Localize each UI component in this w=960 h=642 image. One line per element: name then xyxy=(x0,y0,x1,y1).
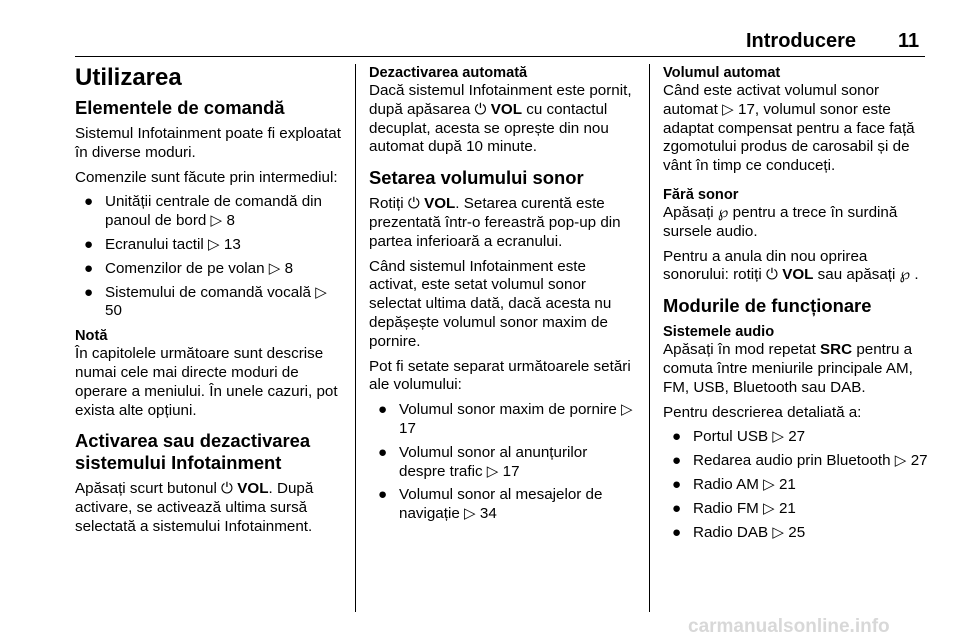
bullet-list xyxy=(663,428,931,542)
paragraph: Pentru descrierea detaliată a: xyxy=(663,403,862,421)
heading-fara-sonor: Fără sonor xyxy=(663,186,739,203)
list-item: ● Portul USB ▷ 27 xyxy=(672,428,806,446)
list-item: ● Volumul sonor al mesajelor de navigație ▷ 34 xyxy=(378,486,603,523)
paragraph: Când sistemul Infotainment este activat, este setat volumul sonor selectat ultima dată, dacă acesta nu depășește volumul sonor maxim de pornire. xyxy=(369,257,612,350)
paragraph: Rotiți ⏻ VOL. Setarea curentă este prezentată într-o fereastră pop-up din partea inferioară a ecranului. xyxy=(369,195,621,250)
list-item: ● Radio AM ▷ 21 xyxy=(672,475,796,493)
header-rule xyxy=(75,56,925,57)
paragraph: Apăsați în mod repetat SRC pentru a comuta între meniurile principale AM, FM, USB, Bluetooth sau DAB. xyxy=(663,341,913,396)
heading-setarea: Setarea volumului sonor xyxy=(369,167,584,189)
paragraph: Apăsați scurt butonul ⏻ VOL. După activare, se activează ultima sursă selectată a sistemului Infotainment. xyxy=(75,480,314,535)
paragraph: Apăsați ℘ pentru a trece în surdină sursele audio. xyxy=(663,203,898,240)
heading-dezactivarea: Dezactivarea automată xyxy=(369,65,528,81)
paragraph: Pot fi setate separat următoarele setări ale volumului: xyxy=(369,357,631,394)
section-title: Introducere xyxy=(746,30,857,52)
list-item: ● Comenzilor de pe volan ▷ 8 xyxy=(84,259,294,277)
column-divider xyxy=(355,64,356,612)
heading-activarea: Activarea sau dezactivarea sistemului Infotainment xyxy=(75,430,311,474)
list-item: ● Radio DAB ▷ 25 xyxy=(672,523,806,541)
paragraph: Sistemul Infotainment poate fi exploatat în diverse moduri. xyxy=(75,125,341,161)
column-divider xyxy=(649,64,650,612)
list-item: ● Radio FM ▷ 21 xyxy=(672,499,796,517)
watermark: carmanualsonline.info xyxy=(688,616,890,637)
bullet-list xyxy=(369,401,637,524)
heading-sistemele-audio: Sistemele audio xyxy=(663,324,775,341)
page-header xyxy=(0,0,960,58)
heading-modurile: Modurile de funcționare xyxy=(663,295,872,317)
list-item: ● Unității centrale de comandă din panoul de bord ▷ 8 xyxy=(84,193,322,230)
list-item: ● Volumul sonor al anunțurilor despre trafic ▷ 17 xyxy=(378,443,588,480)
column-2 xyxy=(369,64,637,530)
paragraph: Pentru a anula din nou oprirea sonorului: rotiți ⏻ VOL sau apăsați ℘ . xyxy=(663,247,919,284)
heading-utilizarea: Utilizarea xyxy=(75,64,182,91)
column-3 xyxy=(663,64,931,548)
page-number: 11 xyxy=(898,30,920,52)
column-1 xyxy=(75,64,343,543)
list-item: ● Redarea audio prin Bluetooth ▷ 27 xyxy=(672,452,928,470)
heading-elementele: Elementele de comandă xyxy=(75,97,285,118)
list-item: ● Ecranului tactil ▷ 13 xyxy=(84,235,241,253)
paragraph: Comenzile sunt făcute prin intermediul: xyxy=(75,168,338,186)
note-title: Notă xyxy=(75,328,108,345)
list-item: ● Sistemului de comandă vocală ▷ 50 xyxy=(84,283,327,320)
paragraph: Când este activat volumul sonor automat ▷ 17, volumul sonor este adaptat compensat pentru a face față zgomotului produs de carosabil și de vânt în timp ce conduceți. xyxy=(663,82,915,175)
list-item: ● Volumul sonor maxim de pornire ▷ 17 xyxy=(378,401,633,437)
heading-volumul-automat: Volumul automat xyxy=(663,65,781,81)
note-text: În capitolele următoare sunt descrise numai cele mai directe moduri de operare a meniului. În unele cazuri, pot exista alte opțiuni. xyxy=(75,345,338,419)
paragraph: Dacă sistemul Infotainment este pornit, după apăsarea ⏻ VOL cu contactul decuplat, acesta se oprește din nou automat după 10 minute. xyxy=(369,82,632,156)
bullet-list xyxy=(75,193,343,321)
